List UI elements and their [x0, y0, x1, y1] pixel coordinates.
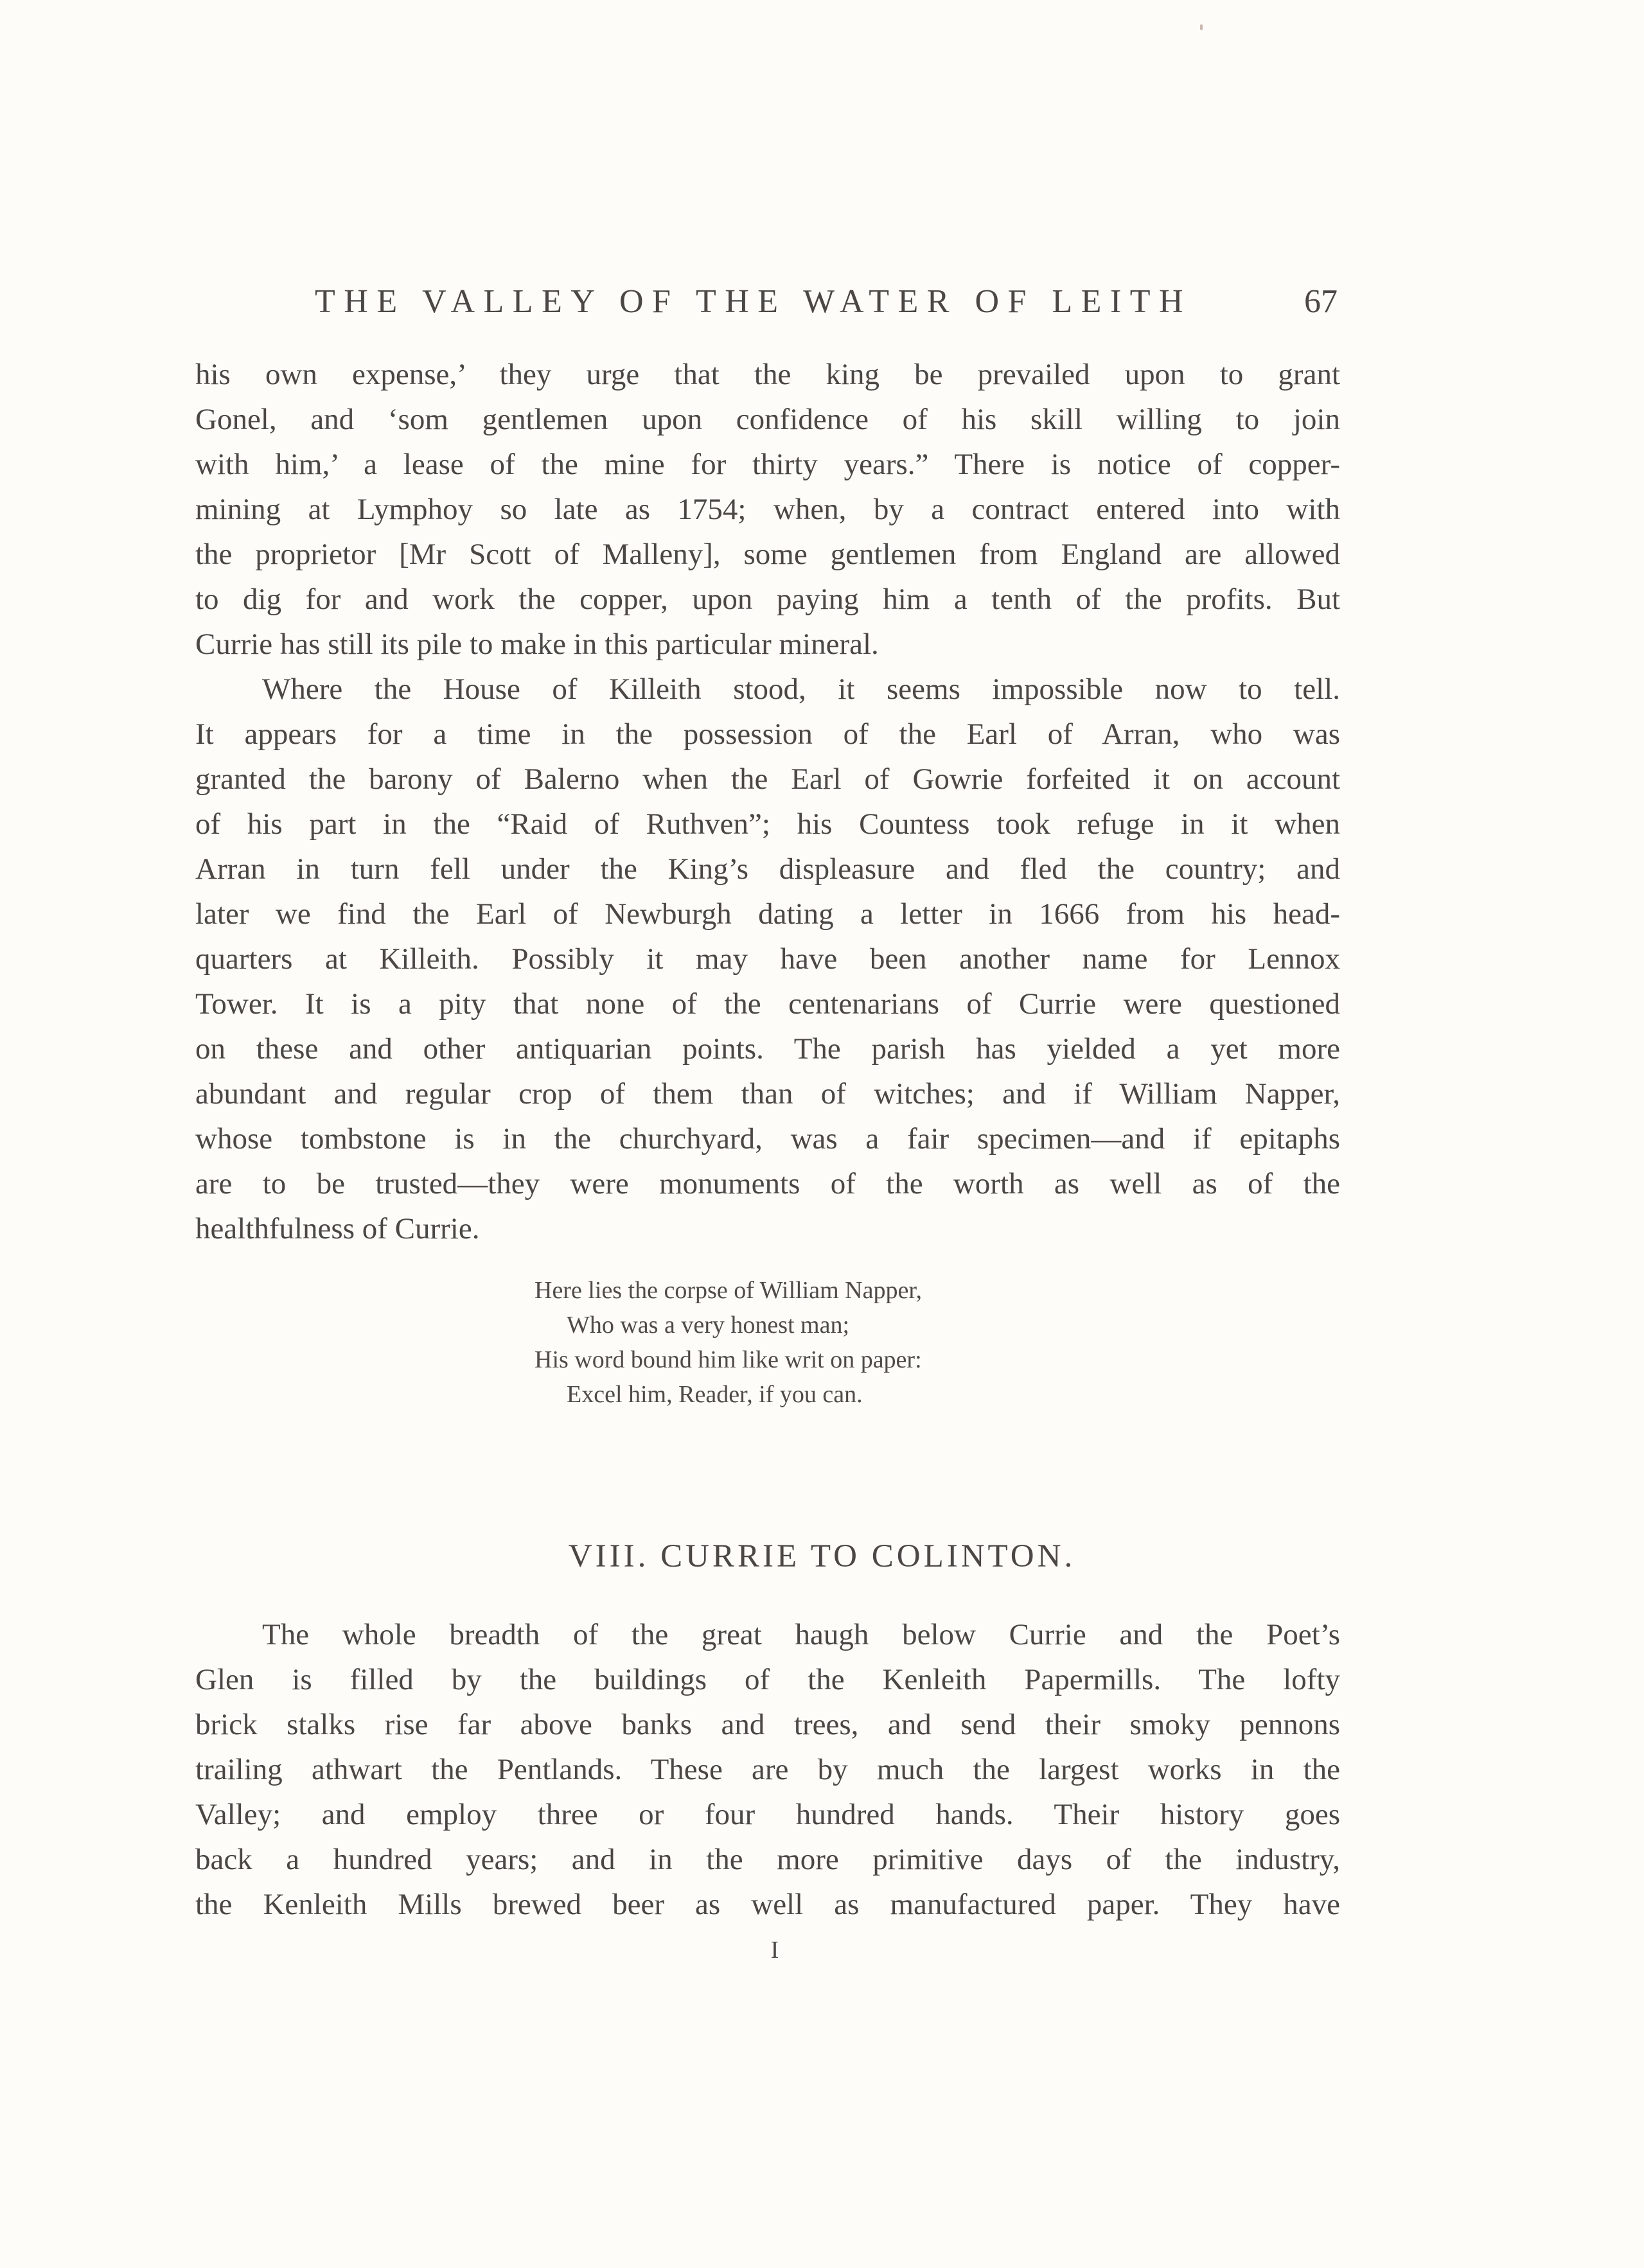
text-line: Gonel, and ‘som gentlemen upon confidence of his skill willing to join	[195, 403, 1340, 436]
text-line: healthfulness of Currie.	[195, 1212, 480, 1245]
verse-line: Here lies the corpse of William Napper,	[535, 1277, 922, 1304]
text-line: quarters at Killeith. Possibly it may have been another name for Lennox	[195, 942, 1340, 976]
text-line: trailing athwart the Pentlands. These are by much the largest works in the	[195, 1753, 1340, 1786]
text-line: of his part in the “Raid of Ruthven”; his Countess took refuge in it when	[195, 807, 1340, 841]
signature-mark: I	[770, 1937, 779, 1964]
body-text-top	[195, 352, 1340, 1251]
text-line: mining at Lymphoy so late as 1754; when, by a contract entered into with	[195, 493, 1340, 526]
text-line: are to be trusted—they were monuments of the worth as well as of the	[195, 1167, 1340, 1200]
text-line: back a hundred years; and in the more primitive days of the industry,	[195, 1843, 1340, 1876]
body-text-bottom	[195, 1612, 1340, 1927]
text-line: brick stalks rise far above banks and trees, and send their smoky pennons	[195, 1708, 1340, 1741]
text-line: with him,’ a lease of the mine for thirty years.” There is notice of copper-	[195, 448, 1340, 481]
verse-line: His word bound him like writ on paper:	[535, 1346, 922, 1373]
text-line: Tower. It is a pity that none of the centenarians of Currie were questioned	[195, 987, 1340, 1021]
text-line: his own expense,’ they urge that the king be prevailed upon to grant	[195, 358, 1340, 391]
text-line: whose tombstone is in the churchyard, was a fair specimen—and if epitaphs	[195, 1122, 1340, 1156]
text-line: Where the House of Killeith stood, it seems impossible now to tell.	[262, 672, 1340, 706]
text-line: abundant and regular crop of them than of witches; and if William Napper,	[195, 1077, 1340, 1111]
running-head	[315, 276, 1338, 328]
verse-line: Who was a very honest man;	[567, 1312, 850, 1339]
text-line: Arran in turn fell under the King’s displeasure and fled the country; and	[195, 852, 1340, 886]
text-line: later we find the Earl of Newburgh dating a letter in 1666 from his head-	[195, 897, 1340, 931]
text-line: Currie has still its pile to make in this particular mineral.	[195, 628, 879, 661]
section-heading: VIII. CURRIE TO COLINTON.	[568, 1538, 1076, 1574]
text-line: granted the barony of Balerno when the Earl of Gowrie forfeited it on account	[195, 762, 1340, 796]
text-line: It appears for a time in the possession of the Earl of Arran, who was	[195, 717, 1340, 751]
text-line: on these and other antiquarian points. The parish has yielded a yet more	[195, 1032, 1340, 1066]
epitaph-verse	[535, 1273, 922, 1412]
text-line: Glen is filled by the buildings of the Kenleith Papermills. The lofty	[195, 1663, 1340, 1696]
verse-line: Excel him, Reader, if you can.	[567, 1381, 863, 1408]
paper-speck	[1200, 24, 1203, 30]
text-line: The whole breadth of the great haugh below Currie and the Poet’s	[262, 1618, 1340, 1651]
text-line: Valley; and employ three or four hundred hands. Their history goes	[195, 1798, 1340, 1831]
page-number: 67	[1304, 283, 1338, 320]
text-line: the Kenleith Mills brewed beer as well as manufactured paper. They have	[195, 1888, 1340, 1921]
running-title: THE VALLEY OF THE WATER OF LEITH	[315, 283, 1192, 320]
text-line: to dig for and work the copper, upon paying him a tenth of the profits. But	[195, 583, 1340, 616]
text-line: the proprietor [Mr Scott of Malleny], some gentlemen from England are allowed	[195, 538, 1340, 571]
